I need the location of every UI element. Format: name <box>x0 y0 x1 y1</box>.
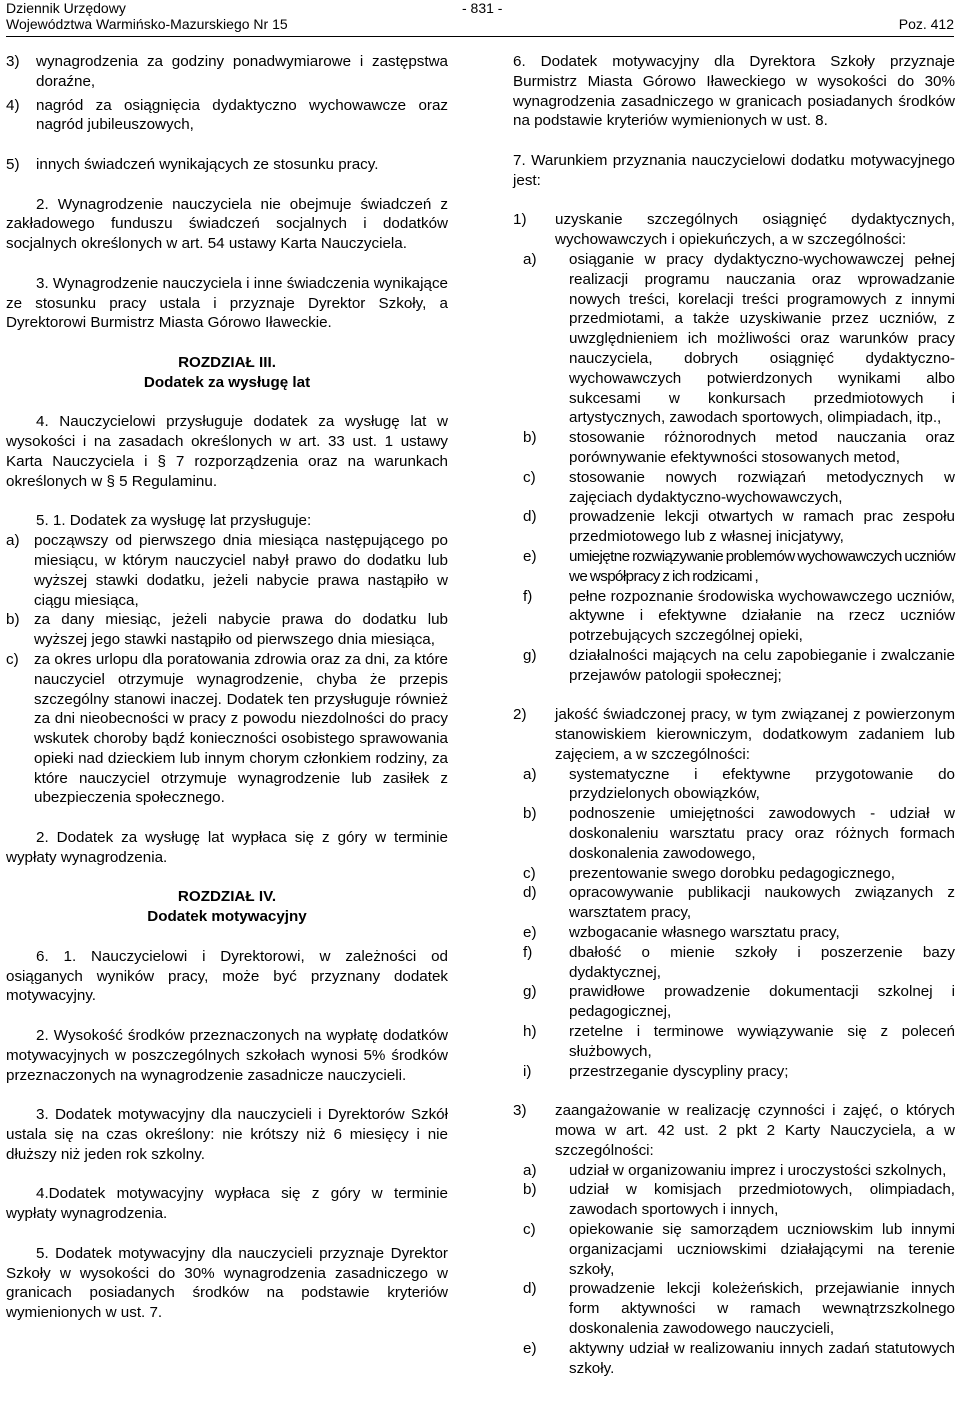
list-marker: a) <box>523 250 537 268</box>
list-marker: a) <box>523 1161 537 1179</box>
list-item <box>513 547 955 587</box>
section-4: 4. Nauczycielowi przysługuje dodatek za wysługę lat w wysokości i na zasadach określonych w art. 33 ust. 1 ustawy Karta Nauczyciela i § 7 rozporządzenia oraz na warunkach określonych w § 5 Regulaminu. <box>6 413 448 490</box>
list-text: udział w organizowaniu imprez i uroczystości szkolnych, <box>569 1161 947 1179</box>
list-text: rzetelne i terminowe wywiązywanie się z poleceń służbowych, <box>569 1023 955 1060</box>
list-marker: i) <box>523 1062 532 1080</box>
list-text: wzbogacanie własnego warsztatu pracy, <box>569 924 840 942</box>
list-marker: d) <box>523 508 537 526</box>
list-item <box>513 1062 955 1082</box>
list-text: uzyskanie szczególnych osiągnięć dydaktycznych, wychowawczych i opiekuńczych, a w szczególności: <box>555 211 955 249</box>
list-text: prawidłowe prowadzenie dokumentacji szkolnej i pedagogicznej, <box>569 983 955 1021</box>
list-text: aktywny udział w realizowaniu innych zadań statutowych szkoły. <box>569 1339 955 1377</box>
list-item <box>513 765 955 805</box>
list-item <box>513 1279 955 1338</box>
list-text: opiekowanie się samorządem uczniowskim lub innymi organizacjami uczniowskimi działającymi na terenie szkoły, <box>569 1221 955 1278</box>
right-column <box>513 52 955 1378</box>
list-item <box>513 883 955 923</box>
page-number: - 831 - <box>462 0 503 16</box>
list-item <box>6 96 448 136</box>
list-item <box>513 428 955 468</box>
list-marker: c) <box>523 864 536 882</box>
list-marker: a) <box>523 765 537 783</box>
list-text: prezentowanie swego dorobku pedagogicznego, <box>569 864 895 882</box>
list-text: udział w komisjach przedmiotowych, olimpiadach, zawodach sportowych i innych, <box>569 1181 955 1219</box>
chapter-3-subtitle: Dodatek za wysługę lat <box>143 373 311 391</box>
list-text: podnoszenie umiejętności zawodowych - udział w doskonaleniu warsztatu pracy oraz różnych formach doskonalenia zawodowego, <box>569 805 955 862</box>
list-marker: c) <box>523 1221 536 1239</box>
list-marker: g) <box>523 646 537 664</box>
list-marker: b) <box>523 805 537 823</box>
list-text: innych świadczeń wynikających ze stosunku pracy. <box>36 155 379 173</box>
list-marker: d) <box>523 884 537 902</box>
list-marker: e) <box>523 547 537 565</box>
criteria-group-3 <box>513 1101 955 1160</box>
list-marker: 5) <box>6 155 20 173</box>
list-marker: 3) <box>513 1102 527 1120</box>
list-item <box>513 1161 955 1181</box>
list-item <box>6 650 448 808</box>
list-text: za dany miesiąc, jeżeli nabycie prawa do dodatku lub wyższej jego stawki nastąpiło od pierwszego dnia miesiąca, <box>34 611 448 649</box>
list-marker: c) <box>523 468 536 486</box>
list-marker: f) <box>523 943 533 961</box>
list-text: systematyczne i efektywne przygotowanie do przydzielonych obowiązków, <box>569 765 955 803</box>
list-marker: b) <box>523 429 537 447</box>
header-rule <box>6 36 954 37</box>
list-item <box>513 804 955 863</box>
section-6-paragraph-3: 3. Dodatek motywacyjny dla nauczycieli i Dyrektorów Szkół ustala się na czas określony: nie krótszy niż 6 miesięcy i nie dłuższy niż jeden rok szkolny. <box>6 1106 448 1163</box>
list-marker: 1) <box>513 211 527 229</box>
list-item <box>513 250 955 428</box>
list-text: prowadzenie lekcji koleżeńskich, przejawianie innych form aktywności w ramach wewnątrzszkolnego doskonalenia zawodowego nauczycieli, <box>569 1280 955 1337</box>
list-text: opracowywanie publikacji naukowych związanych z warsztatem pracy, <box>569 884 955 922</box>
list-text: nagród za osiągnięcia dydaktyczno wychowawcze oraz nagród jubileuszowych, <box>36 96 448 134</box>
section-6-paragraph-1: 6. 1. Nauczycielowi i Dyrektorowi, w zależności od osiąganych wyników pracy, może być przyznany dodatek motywacyjny. <box>6 947 448 1005</box>
list-marker: g) <box>523 983 537 1001</box>
list-item <box>513 864 955 884</box>
list-item <box>6 610 448 650</box>
list-marker: h) <box>523 1023 537 1041</box>
criteria-group-1 <box>513 210 955 250</box>
list-text: stosowanie nowych rozwiązań metodycznych w zajęciach dydaktyczno-wychowawczych, <box>569 468 955 506</box>
list-item <box>513 468 955 508</box>
list-item <box>513 1339 955 1379</box>
list-text: jakość świadczonej pracy, w tym związanej z powierzonym stanowiskiem kierowniczym, dodatkowym zadaniem lub zajęciem, a w szczególności: <box>555 706 955 763</box>
list-text: dbałość o mienie szkoły i poszerzenie bazy dydaktycznej, <box>569 943 955 981</box>
list-marker: f) <box>523 587 533 605</box>
list-item <box>513 587 955 646</box>
chapter-4-subtitle: Dodatek motywacyjny <box>147 908 307 926</box>
list-marker: c) <box>6 650 19 668</box>
list-marker: e) <box>523 1339 537 1357</box>
section-6-paragraph-4: 4.Dodatek motywacyjny wypłaca się z góry w terminie wypłaty wynagrodzenia. <box>6 1185 448 1223</box>
list-text: przestrzeganie dyscypliny pracy; <box>569 1062 789 1080</box>
list-marker: d) <box>523 1280 537 1298</box>
paragraph-2: 2. Wynagrodzenie nauczyciela nie obejmuje świadczeń z zakładowego funduszu świadczeń socjalnych i dodatków socjalnych określonych w art. 54 ustawy Karta Nauczyciela. <box>6 195 448 253</box>
journal-region: Województwa Warmińsko-Mazurskiego Nr 15 <box>6 16 288 32</box>
chapter-4-title: ROZDZIAŁ IV. <box>177 888 277 906</box>
section-6-paragraph-7: 7. Warunkiem przyznania nauczycielowi dodatku motywacyjnego jest: <box>513 151 955 189</box>
list-text: począwszy od pierwszego dnia miesiąca następującego po miesiącu, w którym nauczyciel nabył prawo do dodatku lub wyższej stawki dodatku, jeżeli nabycie prawa nastąpiło w ciągu miesiąca, <box>34 532 448 609</box>
list-item <box>513 923 955 943</box>
section-5-intro: 5. 1. Dodatek za wysługę lat przysługuje: <box>36 512 312 530</box>
list-text: wynagrodzenia za godziny ponadwymiarowe i zastępstwa doraźne, <box>36 53 448 90</box>
left-column <box>6 52 448 1323</box>
list-marker: b) <box>6 611 20 629</box>
list-text: zaangażowanie w realizację czynności i zajęć, o których mowa w art. 42 ust. 2 pkt 2 Karty Nauczyciela, a w szczególności: <box>555 1102 955 1159</box>
section-6-paragraph-6: 6. Dodatek motywacyjny dla Dyrektora Szkoły przyznaje Burmistrz Miasta Górowo Iławeckiego w wysokości do 30% wynagrodzenia zasadniczego w granicach posiadanych środków na podstawie kryteriów wymienionych w ust. 8. <box>513 53 955 130</box>
section-5-paragraph-2: 2. Dodatek za wysługę lat wypłaca się z góry w terminie wypłaty wynagrodzenia. <box>6 829 448 866</box>
list-item <box>513 1220 955 1279</box>
list-text: prowadzenie lekcji otwartych w ramach prac zespołu przedmiotowego lub z własnej inicjatywy, <box>569 508 955 546</box>
list-text: pełne rozpoznanie środowiska wychowawczego uczniów, aktywne i efektywne działanie na rzecz uczniów potrzebujących szczególnej opieki, <box>569 587 955 645</box>
list-text: stosowanie różnorodnych metod nauczania oraz porównywanie efektywności stosowanych metod, <box>569 429 955 466</box>
position-number: Poz. 412 <box>898 16 954 32</box>
paragraph-3: 3. Wynagrodzenie nauczyciela i inne świadczenia wynikające ze stosunku pracy ustala i przyznaje Dyrektor Szkoły, a Dyrektorowi Burmistrz Miasta Górowo Iławeckie. <box>6 274 448 332</box>
list-marker: 4) <box>6 96 20 114</box>
list-item <box>513 982 955 1022</box>
list-item <box>513 507 955 547</box>
list-text: umiejętne rozwiązywanie problemów wychowawczych uczniów we współpracy z ich rodzicami , <box>569 547 955 585</box>
criteria-group-2 <box>513 705 955 764</box>
list-marker: e) <box>523 924 537 942</box>
list-marker: 2) <box>513 706 527 724</box>
list-item <box>513 1180 955 1220</box>
list-item <box>513 943 955 983</box>
list-marker: a) <box>6 532 20 550</box>
list-text: osiąganie w pracy dydaktyczno-wychowawczej pełnej realizacji programu nauczania oraz wprowadzanie nowych treści, korelacji treści programowych z innymi przedmiotami, a także uzyskiwanie przez uczniów, z uwzględnieniem ich możliwości oraz warunków pracy nauczyciela, dobrych osiągnięć dydaktyczno-wychowawczych potwierdzonych wynikami albo sukcesami w konkursach przedmiotowych i artystycznych, zawodach sportowych, olimpiadach, itp., <box>569 250 955 427</box>
list-item <box>6 52 448 92</box>
section-6-paragraph-5: 5. Dodatek motywacyjny dla nauczycieli przyznaje Dyrektor Szkoły w wysokości do 30% wynagrodzenia zasadniczego w granicach posiadanych środków na podstawie kryteriów wymienionych w ust. 7. <box>6 1244 448 1322</box>
chapter-3-title: ROZDZIAŁ III. <box>178 353 276 371</box>
list-marker: b) <box>523 1181 537 1199</box>
list-item <box>513 1022 955 1062</box>
journal-title: Dziennik Urzędowy <box>6 0 126 16</box>
list-text: działalności mających na celu zapobieganie i zwalczanie przejawów patologii społecznej; <box>569 646 955 684</box>
list-item <box>513 646 955 686</box>
list-item <box>6 155 448 175</box>
section-6-paragraph-2: 2. Wysokość środków przeznaczonych na wypłatę dodatków motywacyjnych w poszczególnych szkołach wynosi 5% środków przeznaczonych na wynagrodzenie zasadnicze nauczycieli. <box>6 1027 448 1084</box>
list-text: za okres urlopu dla poratowania zdrowia oraz za dni, za które nauczyciel otrzymuje wynagrodzenie, chyba że przepis szczególny stanowi inaczej. Dodatek ten przysługuje również za dni nieobecności w pracy z powodu niezdolności do pracy wskutek choroby bądź konieczności osobistego sprawowania opieki nad dzieckiem lub innym chorym członkiem rodziny, za które nauczyciel otrzymuje wynagrodzenie lub zasiłek z ubezpieczenia społecznego. <box>34 650 448 807</box>
list-marker: 3) <box>6 53 20 70</box>
list-item <box>6 531 448 610</box>
